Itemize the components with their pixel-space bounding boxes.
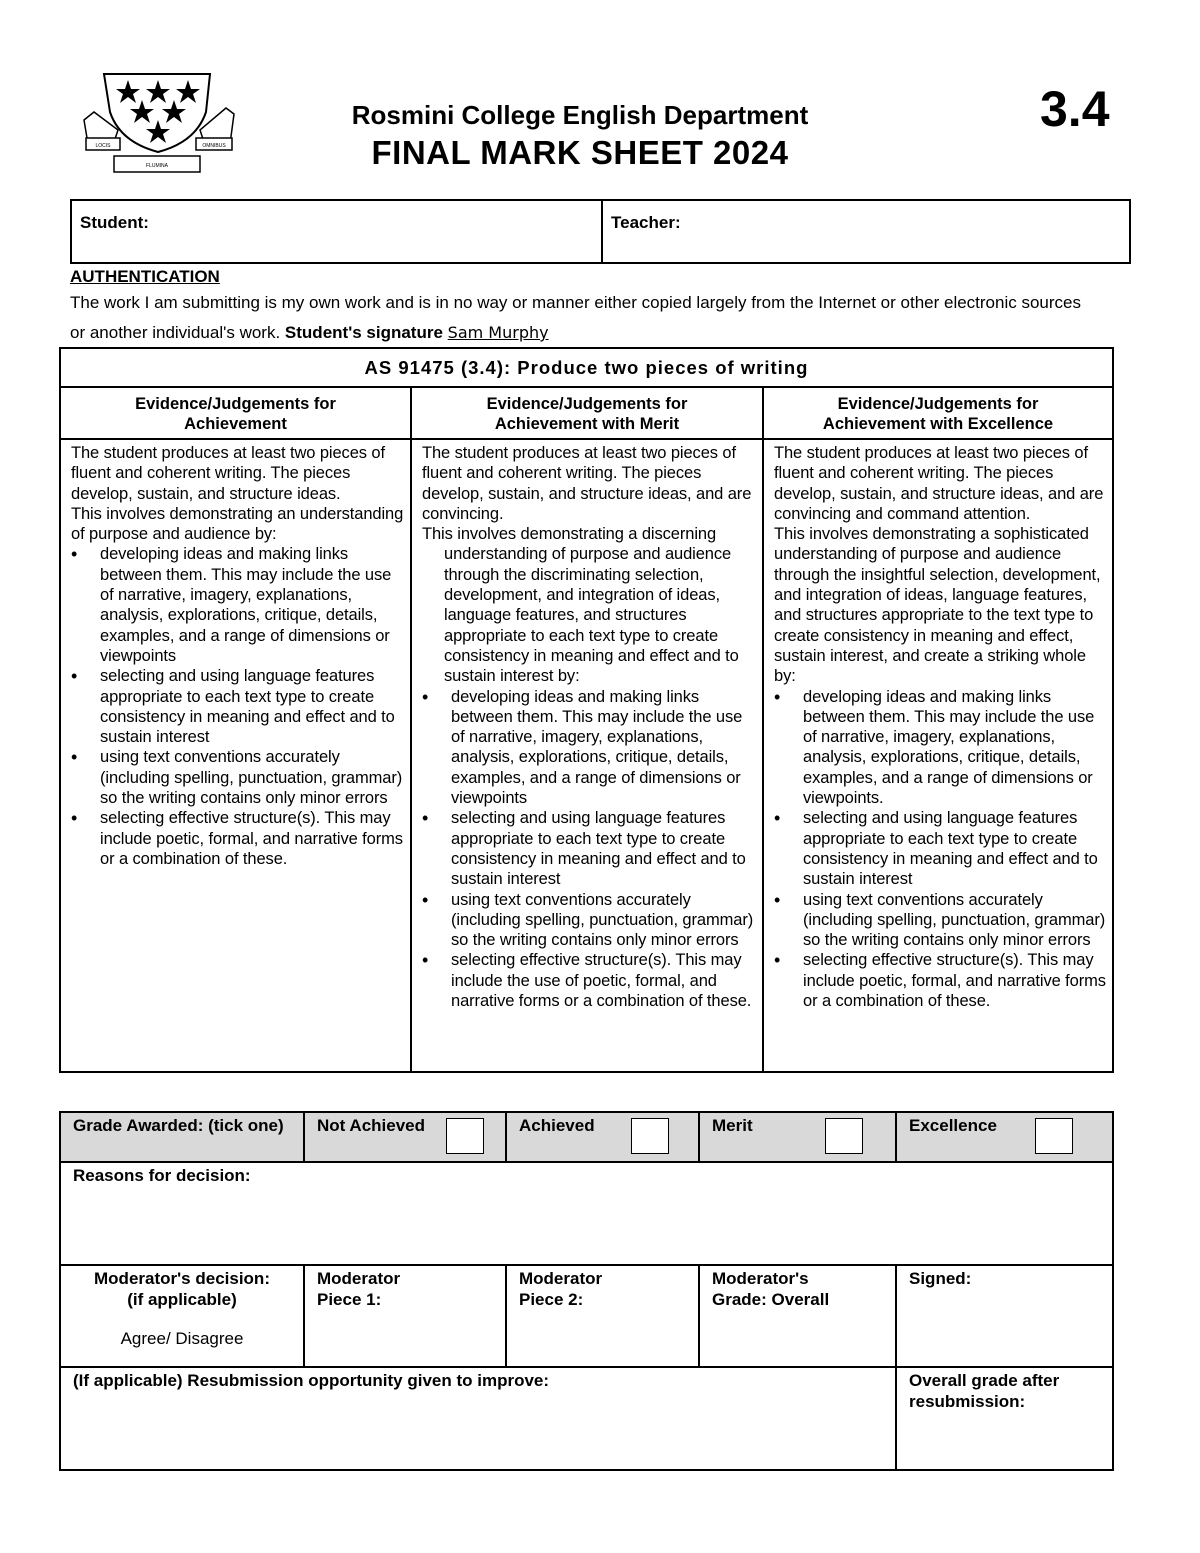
list-item: • using text conventions accurately (including spelling, punctuation, grammar) so the writing contains only minor errors [422, 890, 756, 951]
merit-checkbox[interactable] [825, 1118, 863, 1154]
option-excellence [897, 1113, 1112, 1161]
moderator-decision-value: Agree/ Disagree [120, 1329, 244, 1348]
merit-lead-first: This involves demonstrating a discerning [422, 525, 717, 544]
merit-heading [412, 388, 764, 438]
not-achieved-checkbox[interactable] [446, 1118, 484, 1154]
resubmission-label: (If applicable) Resubmission opportunity given to improve: [73, 1371, 550, 1390]
resubmission-row [61, 1368, 1112, 1469]
signature-label: Student's signature [284, 323, 443, 342]
excellence-heading-line1: Evidence/Judgements for [837, 395, 1039, 413]
crest-motto-right: OMNIBUS [202, 143, 226, 149]
crest-motto-bottom: FLUMINA [146, 163, 168, 169]
moderator-piece1-line2: Piece 1: [317, 1290, 382, 1309]
student-field[interactable] [72, 201, 603, 262]
moderator-overall-cell[interactable] [700, 1266, 897, 1366]
excellence-heading [764, 388, 1112, 438]
resubmission-cell[interactable] [61, 1368, 897, 1469]
merit-heading-line1: Evidence/Judgements for [486, 395, 688, 413]
moderator-piece2-line1: Moderator [519, 1269, 603, 1288]
sheet-title: FINAL MARK SHEET 2024 [371, 134, 789, 171]
reasons-row[interactable] [61, 1163, 1112, 1266]
option-excellence-label: Excellence [909, 1116, 997, 1135]
moderator-piece2-cell[interactable] [507, 1266, 700, 1366]
list-item: • developing ideas and making links between them. This may include the use of narrative, imagery, explanations, analysis, explorations, critique, details, examples, and a range of dimensions or viewpoints [422, 687, 756, 809]
option-achieved [507, 1113, 700, 1161]
moderator-overall-line1: Moderator's [712, 1269, 809, 1288]
achievement-intro: The student produces at least two pieces of fluent and coherent writing. The pieces develop, sustain, and structure ideas. [71, 444, 385, 503]
signature-value[interactable]: Sam Murphy [447, 323, 549, 342]
merit-criteria [412, 440, 764, 1071]
excellence-lead: This involves demonstrating a sophisticated understanding of purpose and audience through the insightful selection, development, and integration of ideas, language features, and structures appropriate to the text type to create consistency in meaning and effect, sustain interest, and create a striking whole by: [774, 525, 1101, 686]
achievement-heading-line1: Evidence/Judgements for [135, 395, 336, 413]
overall-after-cell[interactable] [897, 1368, 1112, 1469]
crest-motto-left: LOCIS [95, 143, 111, 149]
achieved-checkbox[interactable] [631, 1118, 669, 1154]
college-crest-logo [80, 72, 238, 178]
list-item: • selecting effective structure(s). This may include poetic, formal, and narrative forms or a combination of these. [71, 808, 404, 869]
moderator-overall-line2: Grade: Overall [712, 1290, 830, 1309]
list-item: • developing ideas and making links between them. This may include the use of narrative, imagery, explanations, analysis, explorations, critique, details, examples, and a range of dimensions or viewpoints [71, 544, 404, 666]
list-item: • developing ideas and making links between them. This may include the use of narrative, imagery, explanations, analysis, explorations, critique, details, examples, and a range of dimensions or viewpoints. [774, 687, 1106, 809]
authentication-section [70, 266, 1140, 348]
achievement-bullets [71, 544, 404, 869]
signed-cell[interactable] [897, 1266, 1112, 1366]
list-item: • selecting and using language features appropriate to each text type to create consistency in meaning and effect and to sustain interest [71, 666, 404, 747]
moderator-piece1-cell[interactable] [305, 1266, 507, 1366]
grade-awarded-label: Grade Awarded: (tick one) [61, 1113, 305, 1161]
excellence-criteria [764, 440, 1112, 1071]
moderator-piece2-line2: Piece 2: [519, 1290, 584, 1309]
option-not-achieved [305, 1113, 507, 1161]
standard-code: 3.4 [1040, 81, 1110, 137]
achievement-heading [61, 388, 412, 438]
moderator-row [61, 1266, 1112, 1368]
list-item: • selecting and using language features appropriate to each text type to create consistency in meaning and effect and to sustain interest [774, 808, 1106, 889]
department-title: Rosmini College English Department [351, 100, 809, 130]
excellence-checkbox[interactable] [1035, 1118, 1073, 1154]
option-merit-label: Merit [712, 1116, 753, 1135]
list-item: • using text conventions accurately (including spelling, punctuation, grammar) so the writing contains only minor errors [774, 890, 1106, 951]
achievement-heading-line2: Achievement [184, 415, 287, 433]
authentication-statement-line2: or another individual's work. [70, 323, 281, 342]
list-item: • using text conventions accurately (including spelling, punctuation, grammar) so the writing contains only minor errors [71, 747, 404, 808]
authentication-statement-line2-row [70, 318, 1140, 348]
moderator-decision-cell[interactable] [61, 1266, 305, 1366]
authentication-statement-line1: The work I am submitting is my own work and is in no way or manner either copied largely from the Internet or other electronic sources [70, 293, 1081, 312]
standard-table [59, 347, 1114, 1073]
reasons-label: Reasons for decision: [73, 1166, 251, 1185]
merit-lead-rest: understanding of purpose and audience through the discriminating selection, development, and integration of ideas, language features, and structures appropriate to each text type to create consistency in meaning and effect and to sustain interest by: [444, 545, 739, 686]
excellence-heading-line2: Achievement with Excellence [822, 415, 1054, 433]
overall-after-line2: resubmission: [909, 1392, 1026, 1411]
teacher-label: Teacher: [611, 213, 681, 232]
excellence-bullets [774, 687, 1106, 1012]
option-achieved-label: Achieved [519, 1116, 595, 1135]
grade-awarded-row [61, 1113, 1112, 1163]
achievement-lead: This involves demonstrating an understanding of purpose and audience by: [71, 504, 404, 544]
authentication-heading: AUTHENTICATION [70, 267, 220, 286]
grading-table [59, 1111, 1114, 1471]
moderator-piece1-line1: Moderator [317, 1269, 401, 1288]
excellence-intro: The student produces at least two pieces of fluent and coherent writing. The pieces develop, sustain, and structure ideas, and are convincing and command attention. [774, 444, 1104, 523]
merit-bullets [422, 687, 756, 1012]
list-item: • selecting effective structure(s). This may include the use of poetic, formal, and narrative forms or a combination of these. [422, 950, 756, 1011]
student-teacher-table [70, 199, 1131, 264]
list-item: • selecting effective structure(s). This may include poetic, formal, and narrative forms or a combination of these. [774, 950, 1106, 1011]
moderator-decision-label-line2: (if applicable) [127, 1290, 237, 1309]
standard-title: AS 91475 (3.4): Produce two pieces of writing [61, 349, 1112, 388]
option-merit [700, 1113, 897, 1161]
student-label: Student: [80, 213, 149, 232]
moderator-decision-label-line1: Moderator's decision: [94, 1269, 270, 1288]
teacher-field[interactable] [603, 201, 1129, 262]
merit-intro: The student produces at least two pieces of fluent and coherent writing. The pieces develop, sustain, and structure ideas, and are convincing. [422, 444, 752, 523]
merit-heading-line2: Achievement with Merit [494, 415, 680, 433]
option-not-achieved-label: Not Achieved [317, 1116, 426, 1135]
signed-label: Signed: [909, 1269, 972, 1288]
overall-after-line1: Overall grade after [909, 1371, 1060, 1390]
list-item: • selecting and using language features appropriate to each text type to create consistency in meaning and effect and to sustain interest [422, 808, 756, 889]
achievement-criteria [61, 440, 412, 1071]
